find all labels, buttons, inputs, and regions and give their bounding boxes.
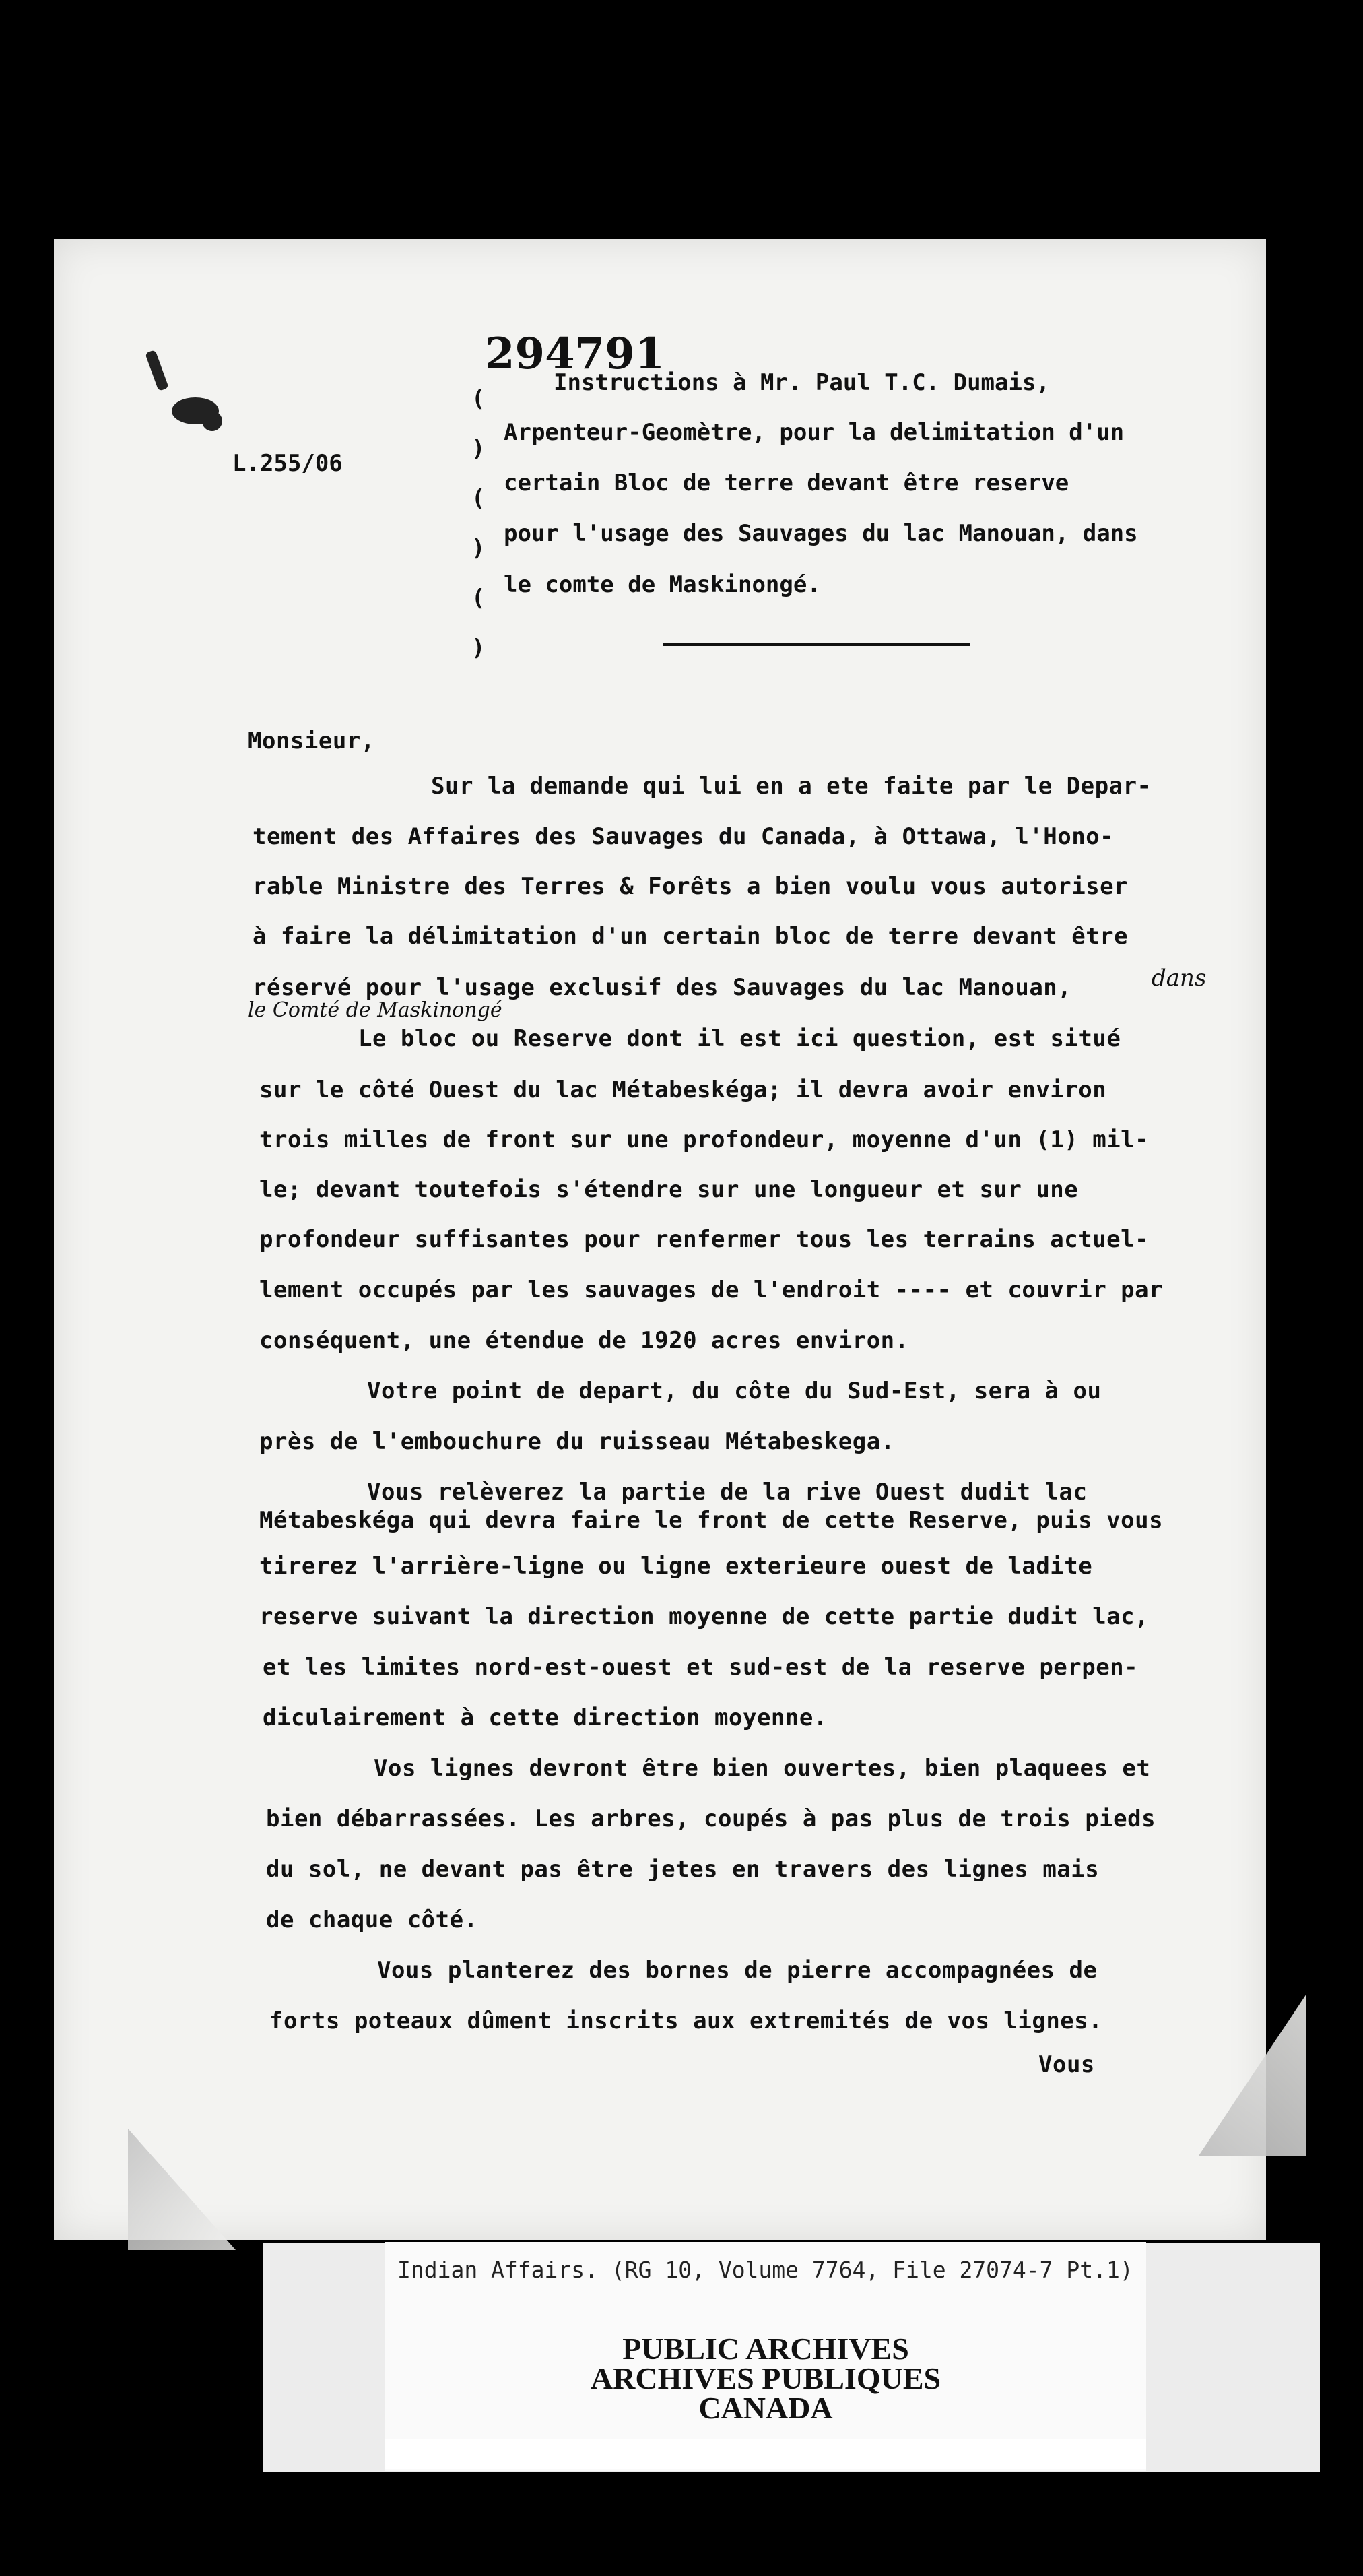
body-line: rable Ministre des Terres & Forêts a bien voulu vous autoriser — [253, 873, 1129, 900]
header-line: Arpenteur-Geomètre, pour la delimitation d'un — [504, 419, 1125, 446]
header-line: pour l'usage des Sauvages du lac Manouan, dans — [504, 520, 1138, 547]
separator-rule — [663, 643, 970, 646]
body-line: Vos lignes devront être bien ouvertes, bien plaquees et — [374, 1755, 1151, 1782]
body-line: à faire la délimitation d'un certain bloc de terre devant être — [253, 923, 1129, 950]
header-line: certain Bloc de terre devant être reserve — [504, 470, 1069, 496]
body-line: tirerez l'arrière-ligne ou ligne exterieure ouest de ladite — [259, 1553, 1093, 1580]
file-reference: L.255/06 — [232, 450, 343, 477]
body-line: trois milles de front sur une profondeur, moyenne d'un (1) mil- — [259, 1126, 1150, 1153]
body-line: Vous planterez des bornes de pierre accompagnées de — [377, 1957, 1098, 1984]
body-line: et les limites nord-est-ouest et sud-est de la reserve perpen- — [263, 1654, 1139, 1681]
footer-reference: Indian Affairs. (RG 10, Volume 7764, File 27074-7 Pt.1) — [397, 2257, 1133, 2283]
handwritten-note: le Comté de Maskinongé — [248, 998, 502, 1022]
body-line: réservé pour l'usage exclusif des Sauvages du lac Manouan, — [253, 974, 1072, 1001]
body-line: reserve suivant la direction moyenne de cette partie dudit lac, — [259, 1603, 1150, 1630]
body-line: Sur la demande qui lui en a ete faite par le Depar- — [431, 773, 1152, 800]
body-line: diculairement à cette direction moyenne. — [263, 1704, 828, 1731]
body-line: Votre point de depart, du côte du Sud-Est, sera à ou — [367, 1378, 1102, 1405]
body-line: de chaque côté. — [266, 1906, 478, 1933]
body-line: près de l'embouchure du ruisseau Métabeskega. — [259, 1428, 895, 1455]
salutation: Monsieur, — [248, 728, 375, 754]
archive-label-bottom — [385, 2439, 1146, 2469]
body-line: Vous relèverez la partie de la rive Ouest dudit lac — [367, 1479, 1088, 1506]
body-line: profondeur suffisantes pour renfermer tous les terrains actuel- — [259, 1226, 1150, 1253]
body-line: du sol, ne devant pas être jetes en travers des lignes mais — [266, 1856, 1100, 1883]
catchword: Vous — [1038, 2051, 1095, 2078]
body-line: conséquent, une étendue de 1920 acres environ. — [259, 1327, 909, 1354]
body-line: sur le côté Ouest du lac Métabeskéga; il devra avoir environ — [259, 1076, 1107, 1103]
ink-smudge — [202, 411, 222, 431]
handwritten-note: dans — [1152, 965, 1207, 992]
body-line: bien débarrassées. Les arbres, coupés à pas plus de trois pieds — [266, 1805, 1156, 1832]
header-bracket: ( ) ( ) ( ) — [471, 385, 486, 662]
archive-name-en: PUBLIC ARCHIVES — [622, 2331, 909, 2366]
body-line: Le bloc ou Reserve dont il est ici question, est situé — [358, 1025, 1121, 1052]
header-line: le comte de Maskinongé. — [504, 571, 821, 598]
body-line: tement des Affaires des Sauvages du Canada, à Ottawa, l'Hono- — [253, 823, 1115, 850]
body-line: forts poteaux dûment inscrits aux extremités de vos lignes. — [269, 2007, 1103, 2034]
archive-name-fr: ARCHIVES PUBLIQUES — [590, 2361, 941, 2395]
archive-country: CANADA — [698, 2391, 833, 2425]
body-line: lement occupés par les sauvages de l'endroit ---- et couvrir par — [259, 1277, 1164, 1303]
stamp-number: 294791 — [485, 329, 665, 379]
body-line: Métabeskéga qui devra faire le front de cette Reserve, puis vous — [259, 1507, 1164, 1534]
body-line: le; devant toutefois s'étendre sur une longueur et sur une — [259, 1176, 1079, 1203]
header-line: Instructions à Mr. Paul T.C. Dumais, — [554, 369, 1050, 396]
